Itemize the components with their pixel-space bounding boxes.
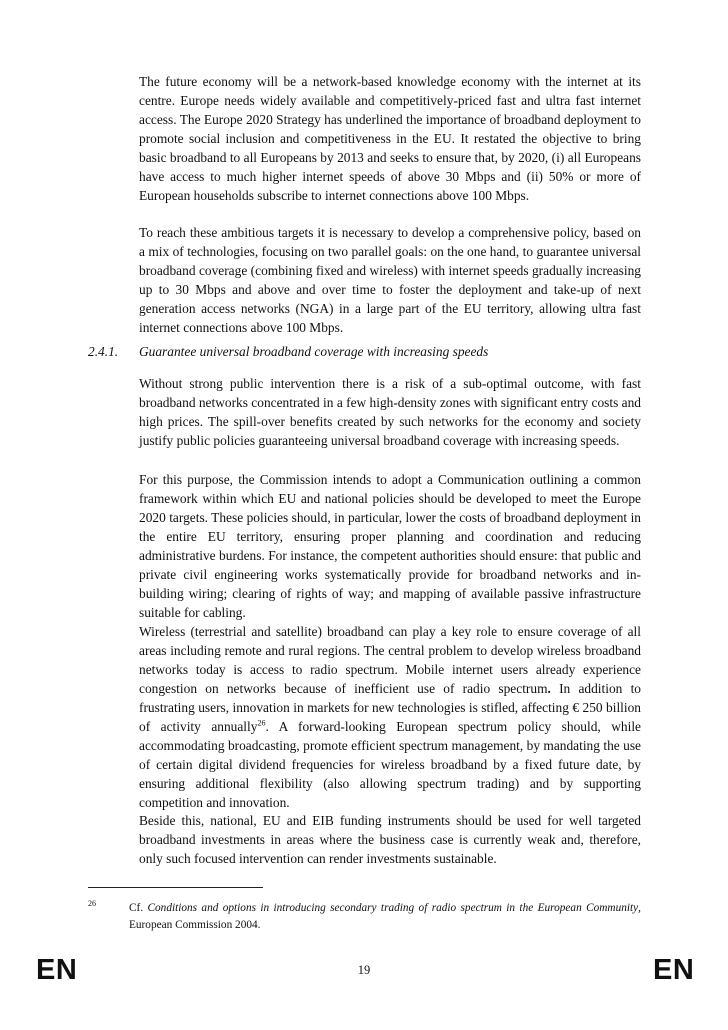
footnote-number: 26 [88,899,96,908]
section-paragraph-1: Without strong public intervention there is a risk of a sub-optimal outcome, with fast broadband networks concentrated in a few high-density zones with significant entry costs and high prices. The spill-over benefits created by such networks for the economy and society justify public policies guaranteeing universal broadband coverage with increasing speeds. [139,376,642,448]
section-number: 2.4.1. [88,344,119,359]
wireless-text-part-1: Wireless (terrestrial and satellite) broadband can play a key role to ensure coverage of all areas including remote and rural regions. The central problem to develop wireless broadband networks today is access to radio spectrum. Mobile internet users already experience congestion on networks because of inefficient use of radio spectrum [139,624,641,696]
footnote-title: Conditions and options in introducing secondary trading of radio spectrum in the European Community [147,902,639,914]
section-title: Guarantee universal broadband coverage with increasing speeds [139,344,489,359]
wireless-text-part-2: In addition to frustrating users, innovation in markets for new technologies is stifled, affecting € 250 billion of activity annually [139,681,641,734]
closing-paragraph: Beside this, national, EU and EIB funding instruments should be used for well targeted broadband investments in areas where the business case is currently weak and, therefore, only such focused intervention can render investments sustainable. [139,813,641,866]
footnote-prefix: Cf. [129,902,148,914]
footnote-text [129,900,641,933]
footnote-reference[interactable]: 26 [257,718,266,728]
language-label-left: EN [36,954,78,986]
footnote-suffix: , European Commission 2004. [129,902,641,931]
page-number: 19 [357,963,371,977]
wireless-paragraph [139,622,641,812]
footnote-separator [88,887,263,888]
section-paragraph-2: For this purpose, the Commission intends to adopt a Communication outlining a common framework within which EU and national policies should be developed to meet the Europe 2020 targets. These policies should, in particular, lower the costs of broadband deployment in the entire EU territory, ensuring proper planning and coordination and reducing administrative burdens. For instance, the competent authorities should ensure: that public and private civil engineering works systematically provide for broadband networks and in-building wiring; clearing of rights of way; and mapping of available passive infrastructure suitable for cabling. [139,472,641,620]
language-label-right: EN [653,954,695,986]
intro-paragraph-1: The future economy will be a network-based knowledge economy with the internet at its centre. Europe needs widely available and competitively-priced fast and ultra fast internet access. The Europe 2020 Strategy has underlined the importance of broadband deployment to promote social inclusion and competitiveness in the EU. It restated the objective to bring basic broadband to all Europeans by 2013 and seeks to ensure that, by 2020, (i) all Europeans have access to much higher internet speeds of above 30 Mbps and (ii) 50% or more of European households subscribe to internet connections above 100 Mbps. [139,74,641,203]
wireless-text-part-3: . A forward-looking European spectrum policy should, while accommodating broadcasting, promote efficient spectrum management, by mandating the use of certain digital dividend frequencies for wireless broadband by a fixed future date, by ensuring additional flexibility (also allowing spectrum trading) and by supporting competition and innovation. [139,719,641,810]
intro-paragraph-2: To reach these ambitious targets it is necessary to develop a comprehensive policy, based on a mix of technologies, focusing on two parallel goals: on the one hand, to guarantee universal broadband coverage (combining fixed and wireless) with internet speeds gradually increasing up to 30 Mbps and above and over time to foster the deployment and take-up of next generation access networks (NGA) in a large part of the EU territory, allowing ultra fast internet connections above 100 Mbps. [139,225,641,335]
section-heading [88,342,648,362]
bold-period: . [547,681,551,696]
